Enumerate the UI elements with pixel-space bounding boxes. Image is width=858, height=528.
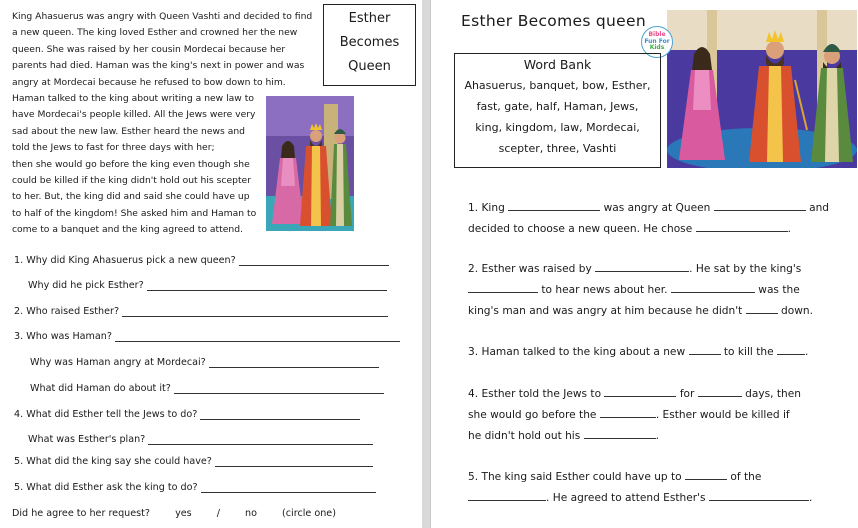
answer-line[interactable] (239, 256, 389, 266)
question-text: What did Haman do about it? (30, 383, 171, 394)
esther-king-illustration (266, 96, 354, 231)
yes-no-question-text: Did he agree to her request? (12, 508, 150, 519)
story-line: come to a banquet and the king agreed to attend. (12, 224, 243, 236)
blank-line[interactable] (709, 490, 809, 501)
title-box (323, 4, 416, 86)
blank-line[interactable] (671, 282, 755, 293)
blank-line[interactable] (746, 303, 778, 314)
blank-line[interactable] (698, 386, 742, 397)
question-text: 1. Why did King Ahasuerus pick a new queen? (14, 255, 236, 266)
fill-in-question-3: 3. Haman talked to the king about a new to kill the . (468, 346, 809, 358)
answer-line[interactable] (200, 410, 360, 420)
question-4b (28, 434, 373, 445)
story-line: queen. She was raised by her cousin Mordecai because her (12, 43, 286, 55)
question-1 (14, 255, 389, 266)
question-3c (30, 383, 384, 394)
answer-line[interactable] (148, 435, 373, 445)
answer-line[interactable] (209, 358, 379, 368)
answer-line[interactable] (122, 307, 388, 317)
esther-king-haman-illustration (667, 10, 857, 168)
circle-one-note: (circle one) (282, 508, 336, 519)
blank-line[interactable] (689, 344, 721, 355)
title-line: Queen (348, 59, 391, 74)
question-text: 3. Who was Haman? (14, 331, 112, 342)
word-bank-line: king, kingdom, law, Mordecai, (475, 121, 640, 134)
word-bank (454, 53, 661, 168)
story-line: then she would go before the king even though she (12, 158, 250, 170)
blank-line[interactable] (508, 200, 600, 211)
blank-line[interactable] (584, 428, 656, 439)
word-bank-line: fast, gate, half, Haman, Jews, (476, 100, 639, 113)
answer-line[interactable] (174, 384, 384, 394)
question-text: 2. Who raised Esther? (14, 306, 120, 317)
word-bank-words (455, 75, 660, 159)
blank-line[interactable] (604, 386, 676, 397)
blank-line[interactable] (685, 469, 727, 480)
question-text: 5. What did the king say she could have? (14, 456, 212, 467)
story-line: Haman talked to the king about writing a new law to (12, 93, 254, 105)
fill-in-question-4: 4. Esther told the Jews to for days, then she would go before the . Esther would be killed if he didn't hold out his . (468, 388, 801, 442)
bible-fun-for-kids-logo: Bible Fun For Kids (641, 26, 673, 58)
yes-option[interactable]: yes (175, 508, 192, 519)
blank-line[interactable] (468, 490, 546, 501)
yes-no-question (12, 508, 358, 519)
question-text: What was Esther's plan? (28, 434, 146, 445)
blank-line[interactable] (714, 200, 806, 211)
story-line: a new queen. The king loved Esther and crowned her the new (12, 27, 298, 39)
story-line: to half of the kingdom! She asked him and Haman to (12, 207, 257, 219)
fill-in-question-5: 5. The king said Esther could have up to of the . He agreed to attend Esther's . (468, 471, 813, 504)
question-text: Why did he pick Esther? (28, 280, 144, 291)
word-bank-line: scepter, three, Vashti (498, 142, 617, 155)
question-5 (14, 456, 373, 467)
page-title: Esther Becomes queen (461, 12, 646, 30)
question-1b (28, 280, 387, 291)
worksheet-page-right (430, 0, 858, 528)
story-line: sad about the new law. Esther heard the news and (12, 125, 246, 137)
blank-line[interactable] (777, 344, 805, 355)
fill-in-question-1: 1. King was angry at Queen and decided to choose a new queen. He chose . (468, 202, 830, 235)
story-line: could be killed if the king didn't hold out his scepter (12, 175, 251, 187)
question-text: 4. What did Esther tell the Jews to do? (14, 409, 198, 420)
question-4 (14, 409, 360, 420)
story-line: King Ahasuerus was angry with Queen Vashti and decided to find (12, 11, 313, 22)
answer-line[interactable] (147, 281, 387, 291)
question-3 (14, 331, 400, 342)
blank-line[interactable] (468, 282, 538, 293)
title-line: Esther (348, 11, 391, 26)
slash-separator: / (216, 508, 220, 519)
question-2 (14, 306, 388, 317)
blank-line[interactable] (696, 221, 788, 232)
story-line: told the Jews to fast for three days with her; (12, 142, 215, 154)
answer-line[interactable] (115, 332, 400, 342)
blank-line[interactable] (595, 261, 689, 272)
question-3b (30, 357, 379, 368)
blank-line[interactable] (600, 407, 656, 418)
story-line: angry at Mordecai because he refused to bow down to him. (12, 76, 286, 88)
question-text: Why was Haman angry at Mordecai? (30, 357, 206, 368)
question-6 (14, 482, 376, 493)
question-text: 5. What did Esther ask the king to do? (14, 482, 198, 493)
story-line: have Mordecai's people killed. All the Jews were very (12, 109, 256, 121)
word-bank-title: Word Bank (523, 57, 592, 72)
word-bank-line: Ahasuerus, banquet, bow, Esther, (464, 79, 651, 92)
story-line: parents had died. Haman was the king's next in power and was (12, 60, 305, 72)
no-option[interactable]: no (245, 508, 257, 519)
answer-line[interactable] (201, 483, 376, 493)
title-line: Becomes (339, 35, 400, 50)
answer-line[interactable] (215, 457, 373, 467)
fill-in-question-2: 2. Esther was raised by . He sat by the king's to hear news about her. was the king's man and was angry at him because he didn't down. (468, 263, 813, 317)
worksheet-page-left (0, 0, 422, 528)
story-line: to her. But, the king did and said she could have up (12, 191, 250, 203)
